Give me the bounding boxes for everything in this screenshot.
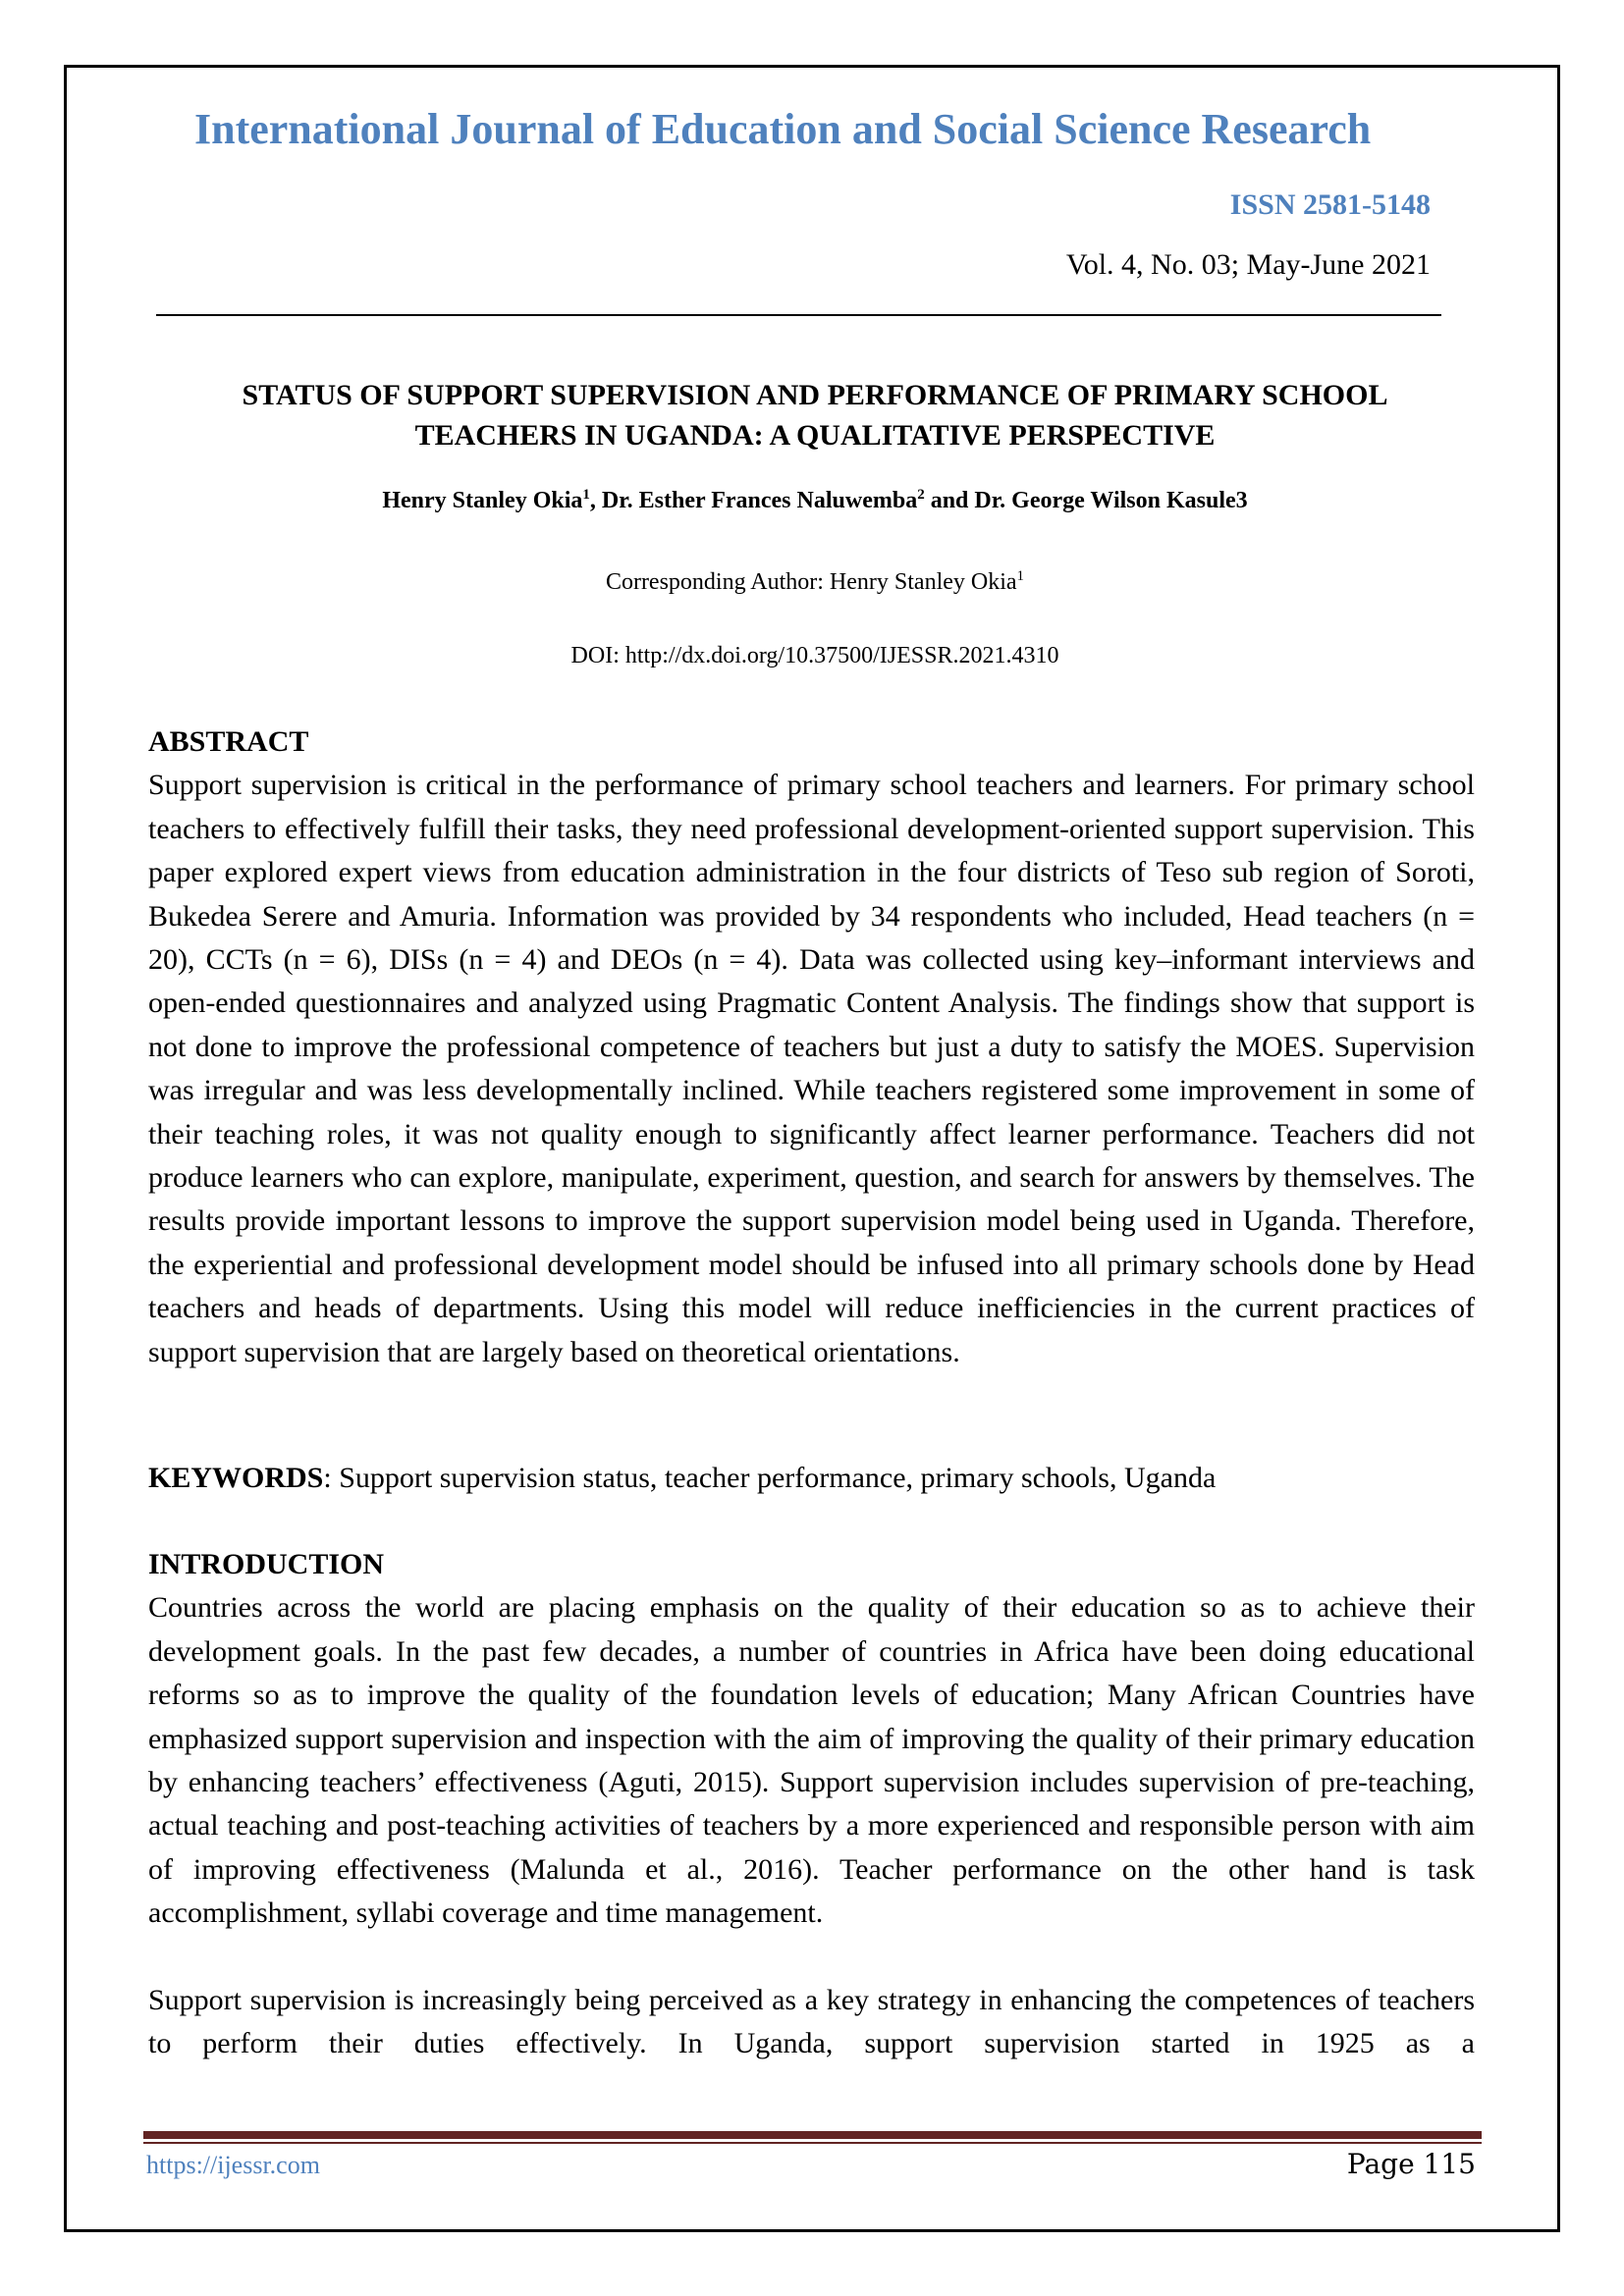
- header-divider: [156, 314, 1441, 316]
- affiliation-marker: 2: [917, 487, 925, 503]
- keywords-section: [148, 1457, 1475, 1500]
- journal-title: International Journal of Education and Social Science Research: [194, 105, 1372, 153]
- keywords-text: : Support supervision status, teacher performance, primary schools, Uganda: [323, 1462, 1217, 1494]
- abstract-heading: ABSTRACT: [148, 725, 309, 758]
- corresponding-author: [147, 567, 1483, 597]
- introduction-paragraph: Support supervision is increasingly being perceived as a key strategy in enhancing the competences of teachers to perform their duties effectively. In Uganda, support supervision started in 1925 as a: [148, 1984, 1475, 2060]
- author-name: , Dr. Esther Frances Naluwemba: [589, 488, 918, 513]
- issn: ISSN 2581-5148: [1229, 188, 1431, 221]
- author-list: [147, 486, 1483, 515]
- abstract-section: [148, 721, 1475, 1374]
- paper-title-line-1: STATUS OF SUPPORT SUPERVISION AND PERFORMANCE OF PRIMARY SCHOOL: [242, 379, 1388, 411]
- keywords-label: KEYWORDS: [148, 1462, 324, 1494]
- introduction-paragraph: Countries across the world are placing emphasis on the quality of their education so as to achieve their development goals. In the past few decades, a number of countries in Africa have been doing educational reforms so as to improve the quality of the foundation levels of education; Many African Countries have emphasized support supervision and inspection with the aim of improving the quality of their primary education by enhancing teachers’ effectiveness (Aguti, 2015). Support supervision includes supervision of pre-teaching, actual teaching and post-teaching activities of teachers by a more experienced and responsible person with aim of improving effectiveness (Malunda et al., 2016). Teacher performance on the other hand is task accomplishment, syllabi coverage and time management.: [148, 1591, 1475, 1930]
- affiliation-marker: 1: [582, 487, 590, 503]
- paper-title-line-2: TEACHERS IN UGANDA: A QUALITATIVE PERSPECTIVE: [414, 419, 1216, 452]
- introduction-section: [148, 1543, 1475, 2066]
- affiliation-marker: 1: [1016, 568, 1025, 584]
- author-name: and Dr. George Wilson Kasule3: [924, 488, 1248, 513]
- page-number: Page 115: [1346, 2148, 1476, 2180]
- abstract-text: Support supervision is critical in the performance of primary school teachers and learners. For primary school teachers to effectively fulfill their tasks, they need professional development-oriented support supervision. This paper explored expert views from education administration in the four districts of Teso sub region of Soroti, Bukedea Serere and Amuria. Information was provided by 34 respondents who included, Head teachers (n = 20), CCTs (n = 6), DISs (n = 4) and DEOs (n = 4). Data was collected using key–informant interviews and open-ended questionnaires and analyzed using Pragmatic Content Analysis. The findings show that support is not done to improve the professional competence of teachers but just a duty to satisfy the MOES. Supervision was irregular and was less developmentally inclined. While teachers registered some improvement in some of their teaching roles, it was not quality enough to significantly affect learner performance. Teachers did not produce learners who can explore, manipulate, experiment, question, and search for answers by themselves. The results provide important lessons to improve the support supervision model being used in Uganda. Therefore, the experiential and professional development model should be infused into all primary schools done by Head teachers and heads of departments. Using this model will reduce inefficiencies in the current practices of support supervision that are largely based on theoretical orientations.: [148, 769, 1475, 1368]
- introduction-heading: INTRODUCTION: [148, 1548, 385, 1580]
- author-name: Henry Stanley Okia: [382, 488, 583, 513]
- corresponding-author-label: Corresponding Author: Henry Stanley Okia: [605, 569, 1017, 595]
- footer-rule-thick: [143, 2131, 1482, 2139]
- volume-issue: Vol. 4, No. 03; May-June 2021: [1065, 248, 1431, 281]
- paragraph-gap: [148, 1936, 1475, 1979]
- journal-website-link[interactable]: https://ijessr.com: [146, 2151, 320, 2179]
- footer-rule-thin: [143, 2142, 1482, 2144]
- paper-title: [147, 375, 1483, 455]
- doi-link[interactable]: DOI: http://dx.doi.org/10.37500/IJESSR.2021.4310: [570, 643, 1059, 668]
